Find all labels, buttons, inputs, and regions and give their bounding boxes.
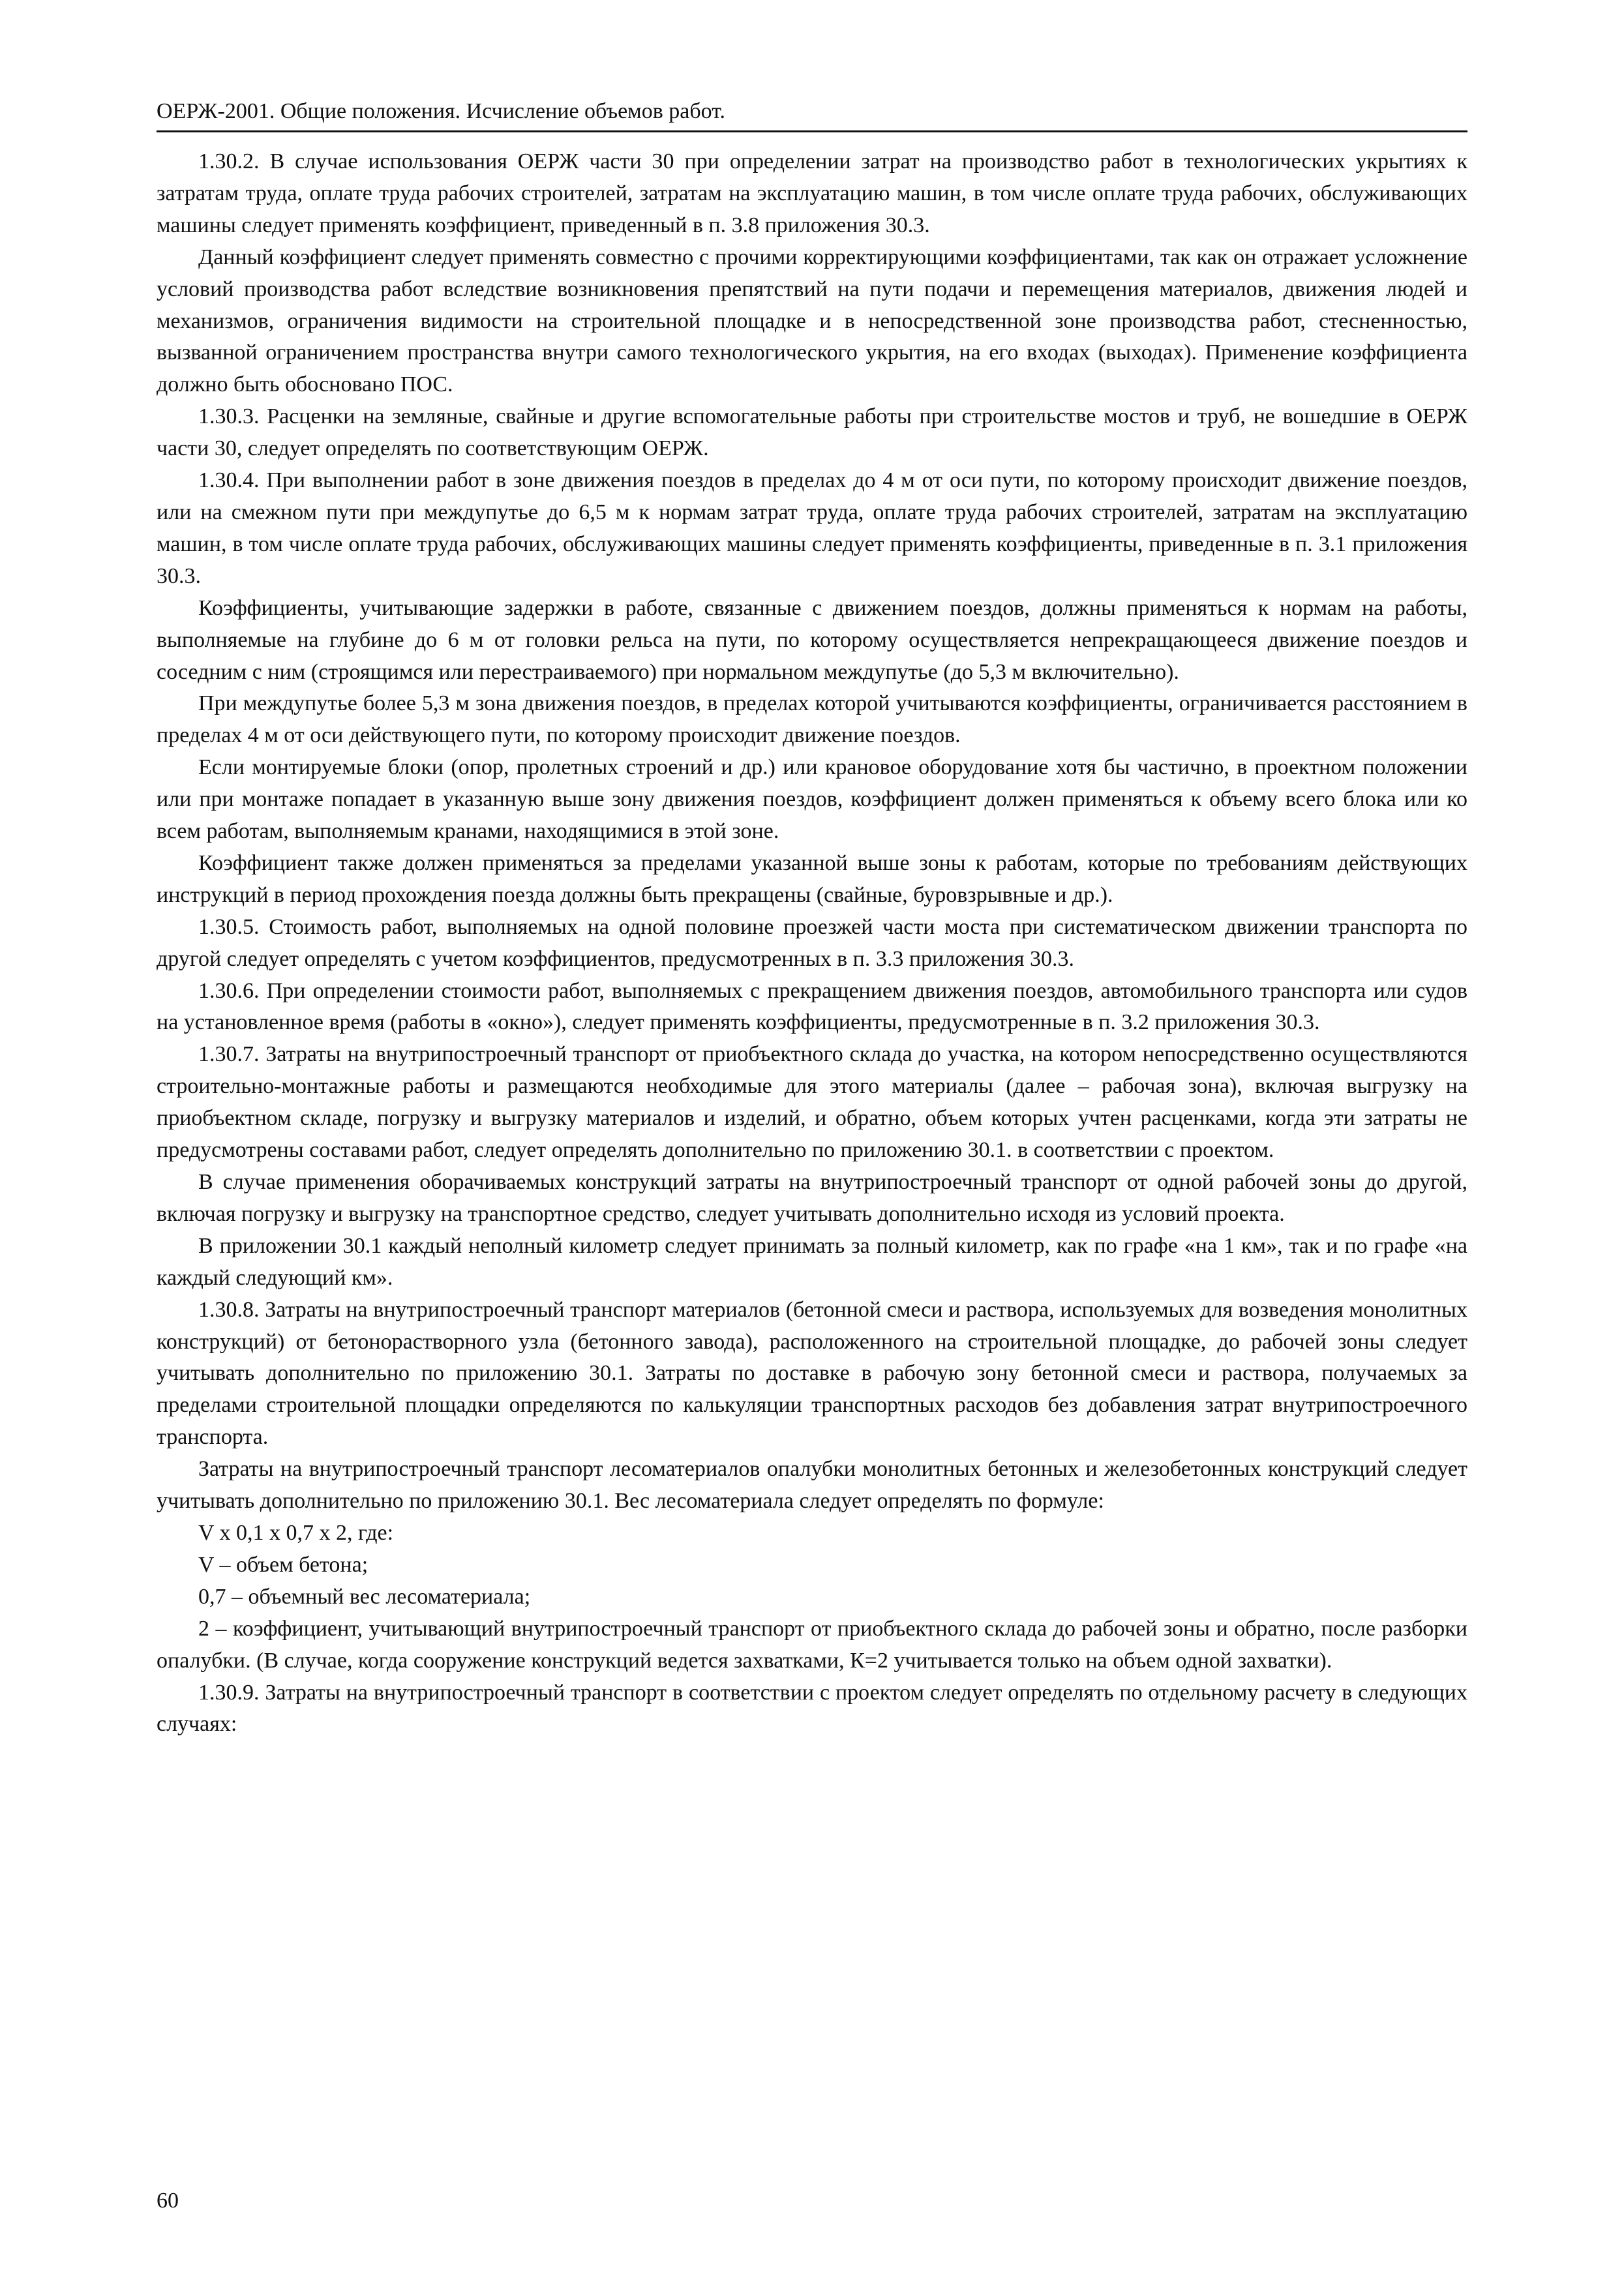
paragraph: Если монтируемые блоки (опор, пролетных строений и др.) или крановое оборудование хотя бы частично, в проектном положении или при монтаже попадает в указанную выше зону движения поездов, коэффициент должен применяться к объему всего блока или ко всем работам, выполняемым кранами, находящимися в этой зоне. (157, 755, 1467, 844)
paragraph: Коэффициенты, учитывающие задержки в работе, связанные с движением поездов, должны применяться к нормам на работы, выполняемые на глубине до 6 м от головки рельса на пути, по которому осуществляется непрекращающееся движение поездов и соседним с ним (строящимся или перестраиваемого) при нормальном междупутье (до 5,3 м включительно). (157, 595, 1467, 684)
paragraph: 1.30.7. Затраты на внутрипостроечный транспорт от приобъектного склада до участка, на котором непосредственно осуществляются строительно-монтажные работы и размещаются необходимые для этого материалы (далее – рабочая зона), включая выгрузку на приобъектном складе, погрузку и выгрузку материалов и изделий, и обратно, объем которых учтен расценками, когда эти затраты не предусмотрены составами работ, следует определять дополнительно по приложению 30.1. в соответствии с проектом. (157, 1042, 1467, 1163)
page-number: 60 (157, 2189, 179, 2213)
paragraph: 1.30.8. Затраты на внутрипостроечный транспорт материалов (бетонной смеси и раствора, используемых для возведения монолитных конструкций) от бетонорастворного узла (бетонного завода), расположенного на строительной площадке, до рабочей зоны следует учитывать дополнительно по приложению 30.1. Затраты по доставке в рабочую зону бетонной смеси и раствора, получаемых за пределами строительной площадки определяются по калькуляции транспортных расходов без добавления затрат внутрипостроечного транспорта. (157, 1297, 1467, 1450)
paragraph: Коэффициент также должен применяться за пределами указанной выше зоны к работам, которые по требованиям действующих инструкций в период прохождения поезда должны быть прекращены (свайные, буровзрывные и др.). (157, 850, 1467, 907)
paragraph: 1.30.3. Расценки на земляные, свайные и другие вспомогательные работы при строительстве мостов и труб, не вошедшие в ОЕРЖ части 30, следует определять по соответствующим ОЕРЖ. (157, 404, 1467, 461)
paragraph: 1.30.6. При определении стоимости работ, выполняемых с прекращением движения поездов, автомобильного транспорта или судов на установленное время (работы в «окно»), следует применять коэффициенты, предусмотренные в п. 3.2 приложения 30.3. (157, 978, 1467, 1035)
body-text (157, 146, 1467, 1741)
paragraph: При междупутье более 5,3 м зона движения поездов, в пределах которой учитываются коэффициенты, ограничивается расстоянием в пределах 4 м от оси действующего пути, по которому происходит движение поездов. (157, 691, 1467, 748)
paragraph: В приложении 30.1 каждый неполный километр следует принимать за полный километр, как по графе «на 1 км», так и по графе «на каждый следующий км». (157, 1233, 1467, 1290)
paragraph: 1.30.2. В случае использования ОЕРЖ части 30 при определении затрат на производство работ в технологических укрытиях к затратам труда, оплате труда рабочих строителей, затратам на эксплуатацию машин, в том числе оплате труда рабочих, обслуживающих машины следует применять коэффициент, приведенный в п. 3.8 приложения 30.3. (157, 149, 1467, 237)
paragraph: В случае применения оборачиваемых конструкций затраты на внутрипостроечный транспорт от одной рабочей зоны до другой, включая погрузку и выгрузку на транспортное средство, следует учитывать дополнительно исходя из условий проекта. (157, 1170, 1467, 1226)
paragraph: Данный коэффициент следует применять совместно с прочими корректирующими коэффициентами, так как он отражает усложнение условий производства работ вследствие возникновения препятствий на пути подачи и перемещения материалов, движения людей и механизмов, ограничения видимости на строительной площадке и в непосредственной зоне производства работ, стесненностью, вызванной ограничением пространства внутри самого технологического укрытия, на его входах (выходах). Применение коэффициента должно быть обосновано ПОС. (157, 245, 1467, 397)
formula-term: 0,7 – объемный вес лесоматериала; (198, 1584, 531, 1609)
formula-term: V – объем бетона; (198, 1552, 368, 1577)
paragraph: Затраты на внутрипостроечный транспорт лесоматериалов опалубки монолитных бетонных и железобетонных конструкций следует учитывать дополнительно по приложению 30.1. Вес лесоматериала следует определять по формуле: (157, 1457, 1467, 1514)
running-header: ОЕРЖ-2001. Общие положения. Исчисление объемов работ. (157, 97, 1467, 132)
paragraph: 1.30.5. Стоимость работ, выполняемых на одной половине проезжей части моста при систематическом движении транспорта по другой следует определять с учетом коэффициентов, предусмотренных в п. 3.3 приложения 30.3. (157, 914, 1467, 971)
formula: V х 0,1 х 0,7 х 2, где: (198, 1520, 394, 1545)
paragraph: 1.30.9. Затраты на внутрипостроечный транспорт в соответствии с проектом следует определять по отдельному расчету в следующих случаях: (157, 1680, 1467, 1737)
paragraph: 1.30.4. При выполнении работ в зоне движения поездов в пределах до 4 м от оси пути, по которому происходит движение поездов, или на смежном пути при междупутье до 6,5 м к нормам затрат труда, оплате труда рабочих строителей, затратам на эксплуатацию машин, в том числе оплате труда рабочих, обслуживающих машины следует применять коэффициенты, приведенные в п. 3.1 приложения 30.3. (157, 468, 1467, 588)
formula-term: 2 – коэффициент, учитывающий внутрипостроечный транспорт от приобъектного склада до рабочей зоны и обратно, после разборки опалубки. (В случае, когда сооружение конструкций ведется захватками, К=2 учитывается только на объем одной захватки). (157, 1616, 1467, 1673)
